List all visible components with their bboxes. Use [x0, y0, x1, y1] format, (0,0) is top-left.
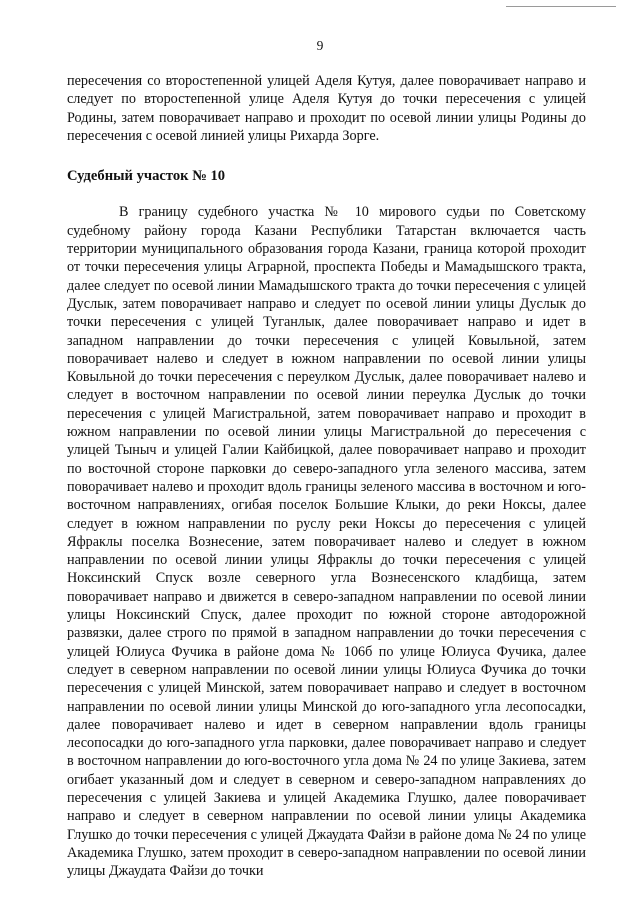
section-paragraph: В границу судебного участка № 10 мирового судьи по Советскому судебному району города Казани Республики Татарстан включается часть территории муниципального образования города Казани, граница которой проходит от точки пересечения улицы Аграрной, проспекта Победы и Мамадышского тракта, далее следует по осевой линии Мамадышского тракта до точки пересечения с улицей Дуслык, затем поворачивает направо и следует по осевой линии улицы Дуслык до точки пересечения с улицей Туганлык, далее поворачивает направо и идет в западном направлении до точки пересечения с улицей Ковыльной, затем поворачивает налево и следует в южном направлении по осевой линии улицы Ковыльной до точки пересечения с переулком Дуслык, далее поворачивает налево и следует в восточном направлении по осевой линии переулка Дуслык до точки пересечения с улицей Магистральной, затем поворачивает направо и проходит в южном направлении по осевой линии улицы Магистральной до пересечения с улицей Тыныч и улицей Галии Кайбицкой, далее поворачивает направо и проходит по восточной стороне парковки до северо-западного угла зеленого массива, затем поворачивает налево и проходит вдоль границы зеленого массива в восточном и юго-восточном направлениях, огибая поселок Большие Клыки, до реки Ноксы, далее следует в южном направлении по руслу реки Ноксы до пересечения с улицей Яфраклы поселка Вознесение, затем поворачивает налево и следует в южном направлении по осевой линии улицы Яфраклы до точки пересечения с улицей Ноксинский Спуск возле северного угла Вознесенского кладбища, затем поворачивает направо и движется в северо-западном направлении по осевой линии улицы Ноксинский Спуск, далее проходит по южной стороне автодорожной развязки, далее строго по прямой в западном направлении до точки пересечения с улицей Юлиуса Фучика в районе дома № 106б по улице Юлиуса Фучика, далее следует в северном направлении по осевой линии улицы Юлиуса Фучика до точки пересечения с улицей Минской, затем поворачивает направо и следует в восточном направлении по осевой линии улицы Минской до юго-западного угла лесопосадки, далее поворачивает налево и идет в северном направлении вдоль границы лесопосадки до юго-западного угла парковки, далее поворачивает направо и следует в восточном направлении до юго-восточного угла дома № 24 по улице Закиева, затем огибает указанный дом и следует в северном и северо-западном направлениях до пересечения с улицей Закиева и улицей Академика Глушко, далее поворачивает направо и следует в северном направлении по осевой линии улицы Академика Глушко до точки пересечения с улицей Джаудата Файзи в районе дома № 24 по улице Академика Глушко, затем проходит в северо-западном направлении по осевой линии улицы Джаудата Файзи до точки — [67, 204, 586, 880]
page-number: 9 — [316, 38, 324, 53]
document-content — [67, 72, 586, 880]
scan-edge-mark — [506, 0, 616, 7]
intro-paragraph: пересечения со второстепенной улицей Аделя Кутуя, далее поворачивает направо и следует по второстепенной улице Аделя Кутуя до точки пересечения с улицей Родины, затем поворачивает направо и проходит по осевой линии улицы Родины до пересечения с осевой линией улицы Рихарда Зорге. — [67, 73, 586, 144]
section-heading: Судебный участок № 10 — [67, 168, 226, 185]
